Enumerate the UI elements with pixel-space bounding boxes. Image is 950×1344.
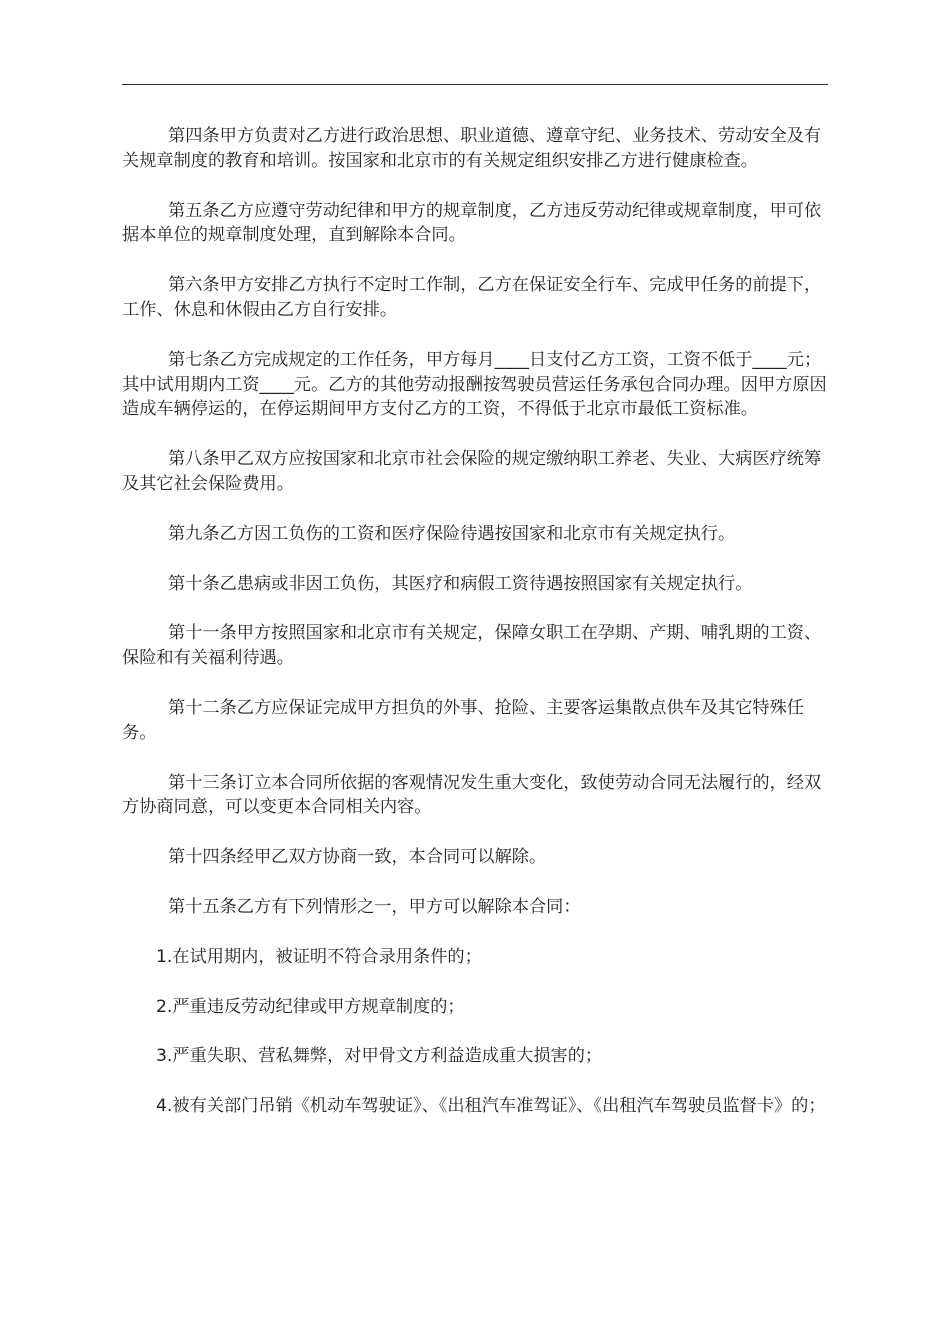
list-item: 1.在试用期内，被证明不符合录用条件的； — [156, 946, 482, 967]
article-9: 第九条乙方因工负伤的工资和医疗保险待遇按国家和北京市有关规定执行。 — [168, 523, 736, 544]
article-5: 第五条乙方应遵守劳动纪律和甲方的规章制度，乙方违反劳动纪律或规章制度，甲可依据本单位的规章制度处理，直到解除本合同。 — [122, 200, 822, 246]
header-rule — [122, 84, 828, 85]
article-11: 第十一条甲方按照国家和北京市有关规定，保障女职工在孕期、产期、哺乳期的工资、保险和有关福利待遇。 — [122, 623, 822, 669]
article-4: 第四条甲方负责对乙方进行政治思想、职业道德、遵章守纪、业务技术、劳动安全及有关规章制度的教育和培训。按国家和北京市的有关规定组织安排乙方进行健康检查。 — [122, 126, 822, 171]
article-8: 第八条甲乙双方应按国家和北京市社会保险的规定缴纳职工养老、失业、大病医疗统筹及其它社会保险费用。 — [122, 449, 822, 494]
list-item: 3.严重失职、营私舞弊，对甲骨文方利益造成重大损害的； — [156, 1046, 603, 1067]
list-item: 2.严重违反劳动纪律或甲方规章制度的； — [156, 996, 465, 1017]
article-7: 第七条乙方完成规定的工作任务，甲方每月____日支付乙方工资，工资不低于____元；其中试用期内工资____元。乙方的其他劳动报酬按驾驶员营运任务承包合同办理。因甲方原因造成车辆停运的，在停运期间甲方支付乙方的工资，不得低于北京市最低工资标准。 — [122, 349, 827, 420]
article-14: 第十四条经甲乙双方协商一致，本合同可以解除。 — [168, 847, 547, 868]
article-10: 第十条乙患病或非因工负伤，其医疗和病假工资待遇按照国家有关规定执行。 — [168, 573, 753, 594]
list-item: 4.被有关部门吊销《机动车驾驶证》、《出租汽车准驾证》、《出租汽车驾驶员监督卡》的； — [156, 1096, 826, 1117]
article-12: 第十二条乙方应保证完成甲方担负的外事、抢险、主要客运集散点供车及其它特殊任务。 — [122, 697, 804, 743]
article-6: 第六条甲方安排乙方执行不定时工作制，乙方在保证安全行车、完成甲任务的前提下，工作、休息和休假由乙方自行安排。 — [122, 275, 822, 320]
article-15: 第十五条乙方有下列情形之一，甲方可以解除本合同： — [168, 896, 581, 917]
contract-body — [122, 124, 828, 1119]
article-13: 第十三条订立本合同所依据的客观情况发生重大变化，致使劳动合同无法履行的，经双方协商同意，可以变更本合同相关内容。 — [122, 772, 822, 818]
